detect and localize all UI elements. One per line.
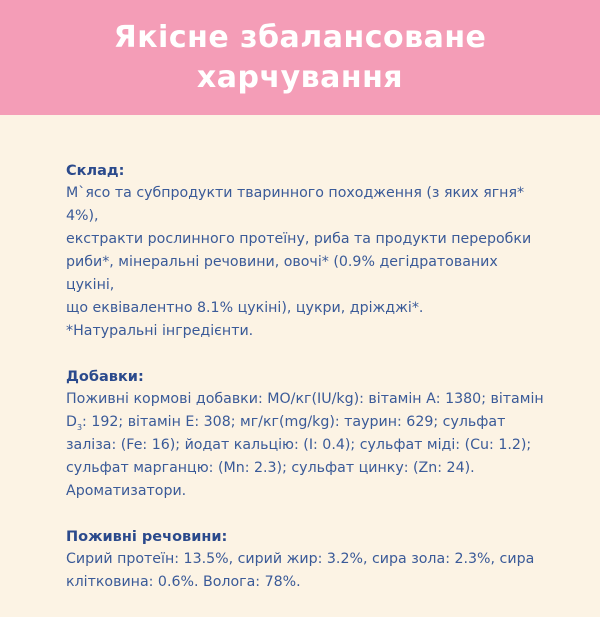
page-title-line-2: харчування: [196, 59, 404, 95]
additives-heading: Добавки:: [66, 369, 144, 385]
header-banner: [0, 0, 600, 115]
composition-footnote: *Натуральні інгредієнти.: [66, 323, 254, 339]
section-nutrients: [66, 526, 546, 594]
page-title-line-1: Якісне збалансоване: [113, 19, 487, 55]
additives-line: [66, 414, 505, 430]
composition-heading: Склад:: [66, 163, 125, 179]
nutrients-line: клітковина: 0.6%. Волога: 78%.: [66, 574, 301, 590]
composition-line: риби*, мінеральні речовини, овочі* (0.9% дегідратованих цукіні,: [66, 254, 498, 293]
content-body: [66, 160, 546, 617]
additives-text: [66, 388, 546, 503]
nutrients-text: [66, 548, 546, 594]
additives-line: заліза: (Fe: 16); йодат кальцію: (I: 0.4); сульфат міді: (Cu: 1.2);: [66, 437, 532, 453]
composition-text: [66, 182, 546, 343]
vitamin-d-label: D: [66, 414, 77, 430]
additives-line-rest: : 192; вітамін Е: 308; мг/кг(mg/kg): таурин: 629; сульфат: [82, 414, 506, 430]
additives-line: Ароматизатори.: [66, 483, 187, 499]
composition-line: М`ясо та субпродукти тваринного походження (з яких ягня* 4%),: [66, 185, 525, 224]
additives-line: сульфат марганцю: (Mn: 2.3); сульфат цинку: (Zn: 24).: [66, 460, 475, 476]
composition-line: що еквівалентно 8.1% цукіні), цукри, дріжджі*.: [66, 300, 424, 316]
section-composition: [66, 160, 546, 343]
nutrients-heading: Поживні речовини:: [66, 529, 228, 545]
composition-line: екстракти рослинного протеїну, риба та продукти переробки: [66, 231, 532, 247]
additives-line: Поживні кормові добавки: МО/кг(IU/kg): вітамін А: 1380; вітамін: [66, 391, 544, 407]
nutrients-line: Сирий протеїн: 13.5%, сирий жир: 3.2%, сира зола: 2.3%, сира: [66, 551, 535, 567]
vitamin-d-subscript: 3: [76, 422, 83, 432]
section-additives: [66, 366, 546, 503]
